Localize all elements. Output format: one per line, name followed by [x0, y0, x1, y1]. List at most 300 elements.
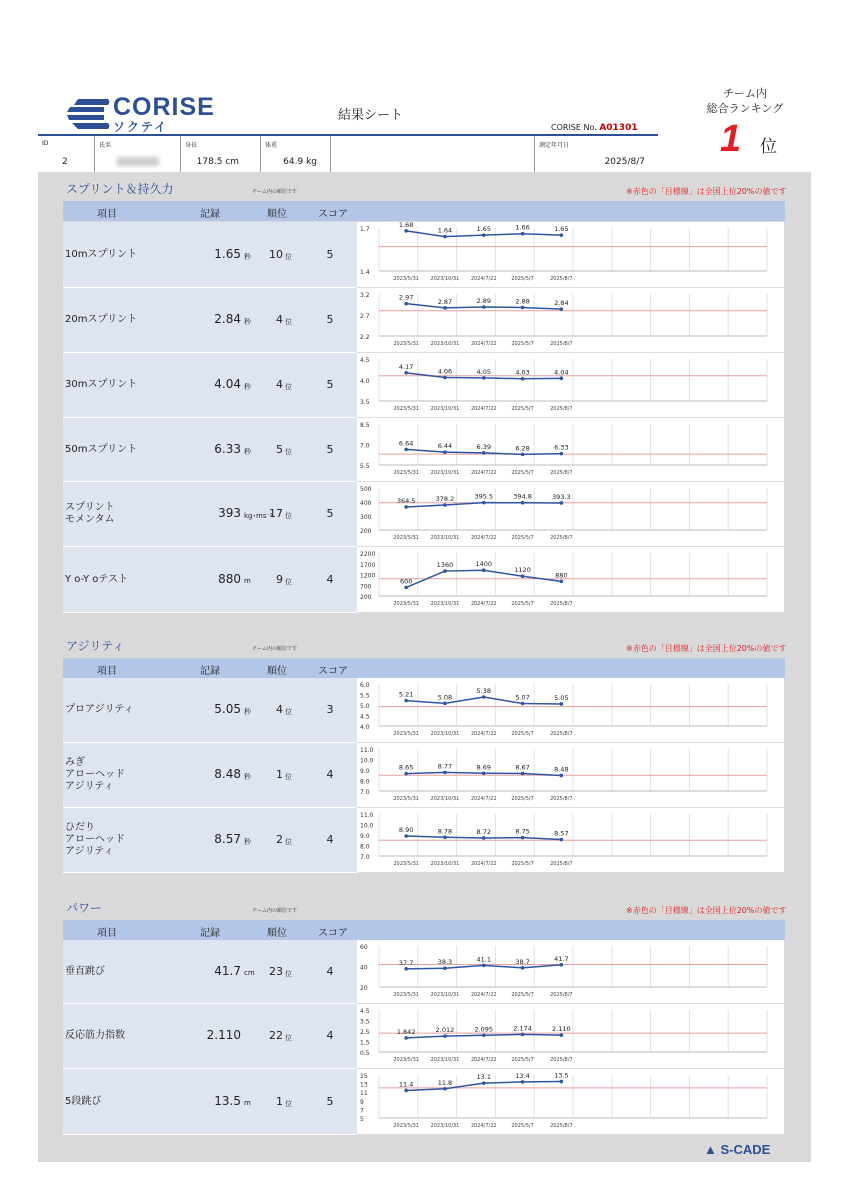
data-point — [482, 376, 486, 380]
data-point — [482, 695, 486, 699]
record-unit: 秒 — [244, 838, 251, 846]
data-label: 1360 — [436, 561, 454, 570]
trend-chart-cell — [357, 940, 784, 1004]
y-tick-label: 40 — [360, 964, 368, 972]
x-tick-label: 2025/5/7 — [511, 406, 534, 412]
score-value: 3 — [326, 703, 334, 716]
data-label: 8.75 — [515, 827, 530, 836]
table-row — [63, 482, 357, 547]
trend-chart-cell — [357, 743, 784, 808]
data-label: 38.3 — [437, 958, 453, 967]
data-point — [443, 1087, 447, 1091]
rank-value: 17 — [269, 507, 283, 520]
item-name: 50mスプリント — [65, 443, 138, 455]
data-label: 364.5 — [396, 496, 416, 505]
record-value: 13.5 — [214, 1093, 241, 1108]
section-title: スプリント＆持久力 — [66, 182, 174, 196]
rank-unit: 位 — [285, 577, 292, 586]
rank-value: 5 — [276, 442, 283, 456]
data-label: 8.65 — [398, 763, 414, 772]
data-point — [404, 967, 408, 971]
y-tick-label: 4.0 — [360, 724, 370, 731]
data-label: 38.7 — [515, 957, 530, 966]
target-line-note: ※赤色の「目標線」は全国上位20%の値です — [626, 187, 787, 196]
x-tick-label: 2025/8/7 — [550, 731, 573, 737]
y-tick-label: 9 — [360, 1098, 364, 1106]
data-point — [560, 580, 564, 584]
y-tick-label: 4.5 — [360, 1008, 370, 1015]
height-cell: 身長 178.5 cm — [180, 136, 261, 172]
header-record: 記録 — [200, 666, 220, 677]
section-rank-note: チーム内の順位です — [252, 189, 298, 195]
x-tick-label: 2023/10/31 — [430, 276, 460, 282]
x-tick-label: 2023/10/31 — [430, 1123, 460, 1129]
y-tick-label: 3.5 — [360, 1018, 370, 1026]
data-label: 6.33 — [554, 443, 569, 452]
data-label: 6.28 — [515, 444, 530, 453]
data-point — [443, 569, 447, 573]
target-line-note: ※赤色の「目標線」は全国上位20%の値です — [626, 906, 787, 915]
item-name: ひだり アローヘッド アジリティ — [65, 822, 125, 857]
x-tick-label: 2025/5/7 — [511, 341, 534, 347]
data-point — [443, 450, 447, 454]
y-tick-label: 0.5 — [360, 1050, 370, 1057]
data-point — [443, 306, 447, 310]
score-value: 5 — [326, 247, 334, 261]
table-row — [63, 418, 357, 482]
trend-chart — [357, 808, 784, 872]
x-tick-label: 2023/10/31 — [430, 796, 460, 802]
y-tick-label: 2.5 — [360, 1029, 370, 1036]
data-label: 2.110 — [552, 1025, 571, 1034]
y-tick-label: 8.0 — [360, 843, 370, 851]
table-row — [63, 547, 357, 613]
x-tick-label: 2023/5/31 — [393, 341, 419, 347]
item-name: 10mスプリント — [65, 248, 138, 260]
x-tick-label: 2023/10/31 — [430, 861, 460, 867]
header-rank: 順位 — [267, 928, 287, 939]
trend-chart-cell — [357, 482, 784, 547]
data-label: 4.06 — [437, 367, 453, 376]
data-label: 880 — [555, 571, 568, 580]
rank-unit: 位 — [285, 773, 292, 781]
y-tick-label: 5.5 — [360, 463, 370, 470]
rank-value: 1 — [276, 1094, 283, 1108]
rank-unit: 位 — [285, 838, 292, 846]
data-label: 8.67 — [515, 763, 530, 772]
x-tick-label: 2023/5/31 — [393, 731, 419, 737]
data-point — [521, 702, 525, 706]
y-tick-label: 7 — [360, 1107, 364, 1115]
item-name: 30mスプリント — [65, 379, 138, 390]
data-point — [482, 451, 486, 455]
data-point — [443, 836, 447, 840]
x-tick-label: 2023/5/31 — [393, 992, 419, 998]
team-ranking-label: チーム内 総合ランキング — [706, 87, 784, 115]
x-tick-label: 2023/10/31 — [430, 470, 460, 476]
x-tick-label: 2023/5/31 — [393, 470, 419, 476]
blurred-name — [117, 157, 159, 166]
y-tick-label: 11 — [360, 1090, 368, 1098]
trend-chart-cell — [357, 1004, 784, 1069]
record-unit: cm — [244, 968, 255, 977]
header-item: 項目 — [97, 666, 117, 677]
data-point — [443, 1034, 447, 1038]
data-point — [521, 966, 525, 970]
x-tick-label: 2023/10/31 — [430, 1057, 460, 1063]
y-tick-label: 10.0 — [360, 757, 374, 765]
y-tick-label: 200 — [360, 528, 372, 535]
record-unit: 秒 — [244, 318, 251, 326]
data-label: 8.77 — [437, 762, 453, 771]
table-row — [63, 353, 357, 418]
data-point — [560, 963, 564, 967]
trend-chart-cell — [357, 1069, 784, 1135]
item-name: スプリント モメンタム — [65, 502, 115, 525]
data-label: 1120 — [514, 566, 531, 575]
data-point — [404, 1089, 408, 1093]
y-tick-label: 6.0 — [360, 682, 370, 689]
x-tick-label: 2024/7/22 — [470, 341, 497, 347]
data-point — [404, 772, 408, 776]
trend-chart-cell — [357, 547, 784, 613]
x-tick-label: 2025/8/7 — [550, 796, 573, 802]
data-label: 6.44 — [437, 442, 453, 451]
data-label: 11.8 — [437, 1078, 453, 1087]
record-unit: 秒 — [244, 447, 251, 456]
record-value: 6.33 — [214, 441, 241, 456]
x-tick-label: 2025/8/7 — [550, 861, 573, 867]
y-tick-label: 400 — [360, 500, 372, 507]
data-label: 1.65 — [476, 225, 492, 234]
x-tick-label: 2024/7/22 — [470, 470, 497, 476]
data-label: 8.69 — [476, 763, 492, 772]
x-tick-label: 2025/5/7 — [511, 470, 534, 476]
y-tick-label: 4.0 — [360, 378, 370, 385]
section-rank-note: チーム内の順位です — [252, 646, 298, 652]
score-value: 4 — [326, 964, 334, 978]
x-tick-label: 2023/5/31 — [393, 535, 419, 541]
record-value: 41.7 — [214, 963, 241, 978]
item-name: 5段跳び — [65, 1095, 102, 1107]
x-tick-label: 2024/7/22 — [470, 992, 497, 998]
table-header — [63, 658, 785, 678]
data-point — [521, 836, 525, 840]
y-tick-label: 8.5 — [360, 422, 370, 429]
logo-text: CORISE — [113, 93, 215, 121]
blank-cell — [330, 136, 535, 172]
y-tick-label: 2200 — [360, 551, 376, 558]
x-tick-label: 2023/10/31 — [430, 731, 460, 737]
item-name: 20mスプリント — [65, 314, 138, 325]
x-tick-label: 2024/7/22 — [470, 276, 497, 282]
x-tick-label: 2025/5/7 — [511, 992, 534, 998]
score-value: 5 — [326, 1094, 334, 1108]
record-value: 2.84 — [214, 312, 241, 326]
header-score: スコア — [318, 209, 348, 220]
x-tick-label: 2025/8/7 — [550, 992, 573, 998]
data-label: 4.05 — [476, 367, 492, 376]
date-cell: 測定年月日 2025/8/7 — [534, 136, 659, 172]
rank-unit: 位 — [285, 512, 292, 520]
table-row — [63, 222, 357, 288]
y-tick-label: 15 — [360, 1073, 368, 1080]
x-tick-label: 2023/5/31 — [393, 861, 419, 867]
x-tick-label: 2024/7/22 — [470, 406, 497, 412]
x-tick-label: 2023/10/31 — [430, 406, 460, 412]
data-point — [404, 371, 408, 375]
y-tick-label: 8.0 — [360, 778, 370, 786]
data-point — [482, 568, 486, 572]
data-point — [404, 448, 408, 452]
y-tick-label: 60 — [360, 944, 368, 951]
data-label: 13.4 — [515, 1071, 530, 1080]
x-tick-label: 2025/8/7 — [550, 535, 573, 541]
y-tick-label: 20 — [360, 985, 368, 992]
y-tick-label: 4.5 — [360, 713, 370, 721]
data-point — [521, 306, 525, 310]
data-point — [521, 377, 525, 381]
data-label: 2.87 — [437, 297, 453, 306]
score-value: 4 — [326, 833, 334, 846]
data-point — [443, 966, 447, 970]
score-value: 4 — [326, 1029, 334, 1042]
data-label: 13.1 — [476, 1073, 492, 1082]
record-unit: m — [244, 576, 251, 585]
rank-unit: 位 — [285, 1034, 292, 1042]
trend-chart-cell — [357, 288, 784, 353]
table-row — [63, 1069, 357, 1135]
y-tick-label: 9.0 — [360, 833, 370, 840]
score-value: 5 — [326, 313, 334, 326]
record-value: 8.48 — [214, 767, 241, 781]
data-label: 600 — [399, 577, 413, 586]
record-unit: 秒 — [244, 708, 251, 716]
item-name: プロアジリティ — [65, 704, 134, 715]
data-label: 6.39 — [476, 442, 492, 451]
y-tick-label: 7.0 — [360, 442, 370, 450]
rank-value: 4 — [276, 703, 283, 716]
trend-chart-cell — [357, 353, 784, 418]
y-tick-label: 1700 — [360, 561, 376, 569]
x-tick-label: 2025/8/7 — [550, 406, 573, 412]
data-label: 2.88 — [515, 297, 530, 306]
data-point — [560, 233, 564, 237]
record-unit: 秒 — [244, 252, 251, 261]
rank-value: 23 — [269, 964, 283, 978]
y-tick-label: 4.5 — [360, 357, 370, 364]
data-label: 4.17 — [398, 362, 414, 371]
rank-value: 10 — [269, 247, 283, 261]
data-label: 8.48 — [554, 765, 569, 774]
score-value: 5 — [326, 507, 334, 520]
id-cell: ID 2 — [42, 140, 68, 167]
data-label: 8.72 — [476, 827, 492, 836]
data-point — [482, 305, 486, 309]
data-point — [482, 771, 486, 775]
y-tick-label: 700 — [360, 583, 372, 591]
y-tick-label: 1.5 — [360, 1039, 370, 1047]
y-tick-label: 2.7 — [360, 313, 370, 320]
section-rank-note: チーム内の順位です — [252, 908, 298, 914]
header-score: スコア — [318, 666, 348, 677]
y-tick-label: 3.5 — [360, 399, 370, 406]
data-label: 13.5 — [554, 1071, 569, 1080]
header-item: 項目 — [97, 928, 117, 939]
team-ranking-unit: 位 — [760, 137, 777, 157]
data-point — [521, 453, 525, 457]
team-ranking-value: 1 — [720, 118, 742, 160]
data-point — [560, 307, 564, 311]
y-tick-label: 2.2 — [360, 334, 370, 341]
x-tick-label: 2023/5/31 — [393, 1057, 419, 1063]
trend-chart — [357, 1004, 784, 1068]
section-title: パワー — [66, 901, 103, 915]
x-tick-label: 2023/5/31 — [393, 601, 419, 607]
data-point — [560, 1080, 564, 1084]
table-row — [63, 1004, 357, 1069]
section-title: アジリティ — [66, 639, 125, 653]
y-tick-label: 5.0 — [360, 703, 370, 710]
score-value: 4 — [326, 768, 334, 781]
x-tick-label: 2025/5/7 — [511, 1123, 534, 1129]
x-tick-label: 2024/7/22 — [470, 1123, 497, 1129]
data-point — [404, 302, 408, 306]
data-point — [560, 774, 564, 778]
data-point — [560, 702, 564, 706]
table-header — [63, 201, 785, 221]
record-value: 1.65 — [214, 246, 241, 261]
y-tick-label: 11.0 — [360, 747, 374, 754]
data-label: 6.64 — [398, 439, 414, 448]
x-tick-label: 2025/5/7 — [511, 535, 534, 541]
item-name: 反応筋力指数 — [65, 1030, 125, 1041]
x-tick-label: 2025/8/7 — [550, 1057, 573, 1063]
trend-chart — [357, 1069, 784, 1134]
x-tick-label: 2024/7/22 — [470, 731, 497, 737]
x-tick-label: 2025/5/7 — [511, 1057, 534, 1063]
data-label: 2.174 — [513, 1024, 532, 1033]
score-value: 5 — [326, 442, 334, 456]
x-tick-label: 2024/7/22 — [470, 1057, 497, 1063]
data-point — [404, 1036, 408, 1040]
x-tick-label: 2025/8/7 — [550, 470, 573, 476]
rank-unit: 位 — [285, 708, 292, 716]
data-point — [404, 229, 408, 233]
corise-logo-icon — [64, 97, 110, 131]
item-name: みぎ アローヘッド アジリティ — [65, 757, 125, 792]
y-tick-label: 3.2 — [360, 292, 370, 299]
data-label: 4.03 — [515, 368, 530, 377]
data-point — [521, 574, 525, 578]
rank-value: 1 — [276, 768, 283, 781]
data-label: 11.4 — [398, 1080, 414, 1089]
x-tick-label: 2024/7/22 — [470, 601, 497, 607]
x-tick-label: 2025/8/7 — [550, 276, 573, 282]
header-rank: 順位 — [267, 666, 287, 677]
x-tick-label: 2023/5/31 — [393, 1123, 419, 1129]
data-point — [443, 771, 447, 775]
data-point — [482, 836, 486, 840]
record-value: 4.04 — [214, 377, 241, 391]
corise-number: CORISE No. A01301 — [551, 123, 638, 133]
data-label: 8.78 — [437, 827, 453, 836]
data-label: 394.8 — [513, 492, 532, 501]
table-row — [63, 288, 357, 353]
y-tick-label: 1.7 — [360, 226, 370, 233]
data-label: 41.7 — [554, 954, 569, 963]
data-label: 2.012 — [435, 1026, 455, 1035]
data-point — [482, 501, 486, 505]
trend-chart — [357, 743, 784, 807]
x-tick-label: 2023/10/31 — [430, 992, 460, 998]
rank-unit: 位 — [285, 447, 292, 456]
header-score: スコア — [318, 928, 348, 939]
y-tick-label: 200 — [360, 594, 372, 601]
x-tick-label: 2024/7/22 — [470, 796, 497, 802]
rank-unit: 位 — [285, 252, 292, 261]
x-tick-label: 2025/8/7 — [550, 601, 573, 607]
trend-chart — [357, 418, 784, 481]
rank-value: 22 — [269, 1029, 283, 1042]
rank-unit: 位 — [285, 969, 292, 978]
weight-cell: 体重 64.9 kg — [260, 136, 331, 172]
data-label: 5.38 — [476, 687, 492, 696]
x-tick-label: 2023/10/31 — [430, 535, 460, 541]
trend-chart-cell — [357, 808, 784, 873]
sheet-title: 結果シート — [338, 108, 404, 123]
data-point — [443, 376, 447, 380]
data-label: 5.08 — [437, 693, 453, 702]
record-unit: 秒 — [244, 383, 251, 391]
x-tick-label: 2023/5/31 — [393, 276, 419, 282]
data-point — [521, 232, 525, 236]
data-label: 5.07 — [515, 693, 530, 702]
y-tick-label: 5.5 — [360, 692, 370, 700]
data-label: 1.65 — [554, 225, 569, 234]
x-tick-label: 2023/10/31 — [430, 341, 460, 347]
data-label: 1400 — [475, 560, 493, 569]
data-point — [560, 377, 564, 381]
record-value: 8.57 — [214, 832, 241, 846]
data-point — [560, 838, 564, 842]
header-item: 項目 — [97, 209, 117, 220]
rank-value: 4 — [276, 378, 283, 391]
data-point — [443, 503, 447, 507]
data-label: 37.7 — [398, 958, 414, 967]
data-point — [404, 834, 408, 838]
x-tick-label: 2024/7/22 — [470, 861, 497, 867]
rank-unit: 位 — [285, 1099, 292, 1108]
data-point — [560, 452, 564, 456]
data-point — [482, 1033, 486, 1037]
record-value: 5.05 — [214, 702, 241, 716]
trend-chart — [357, 222, 784, 287]
data-label: 1.64 — [437, 226, 453, 235]
data-point — [404, 586, 408, 590]
y-tick-label: 300 — [360, 514, 372, 521]
data-point — [443, 235, 447, 239]
x-tick-label: 2025/5/7 — [511, 731, 534, 737]
data-label: 1.68 — [398, 222, 414, 229]
y-tick-label: 1.4 — [360, 269, 370, 276]
data-point — [404, 699, 408, 703]
data-label: 393.3 — [552, 492, 571, 501]
y-tick-label: 500 — [360, 486, 372, 493]
data-label: 2.89 — [476, 297, 492, 306]
rank-unit: 位 — [285, 383, 292, 391]
data-label: 1.842 — [396, 1027, 416, 1036]
